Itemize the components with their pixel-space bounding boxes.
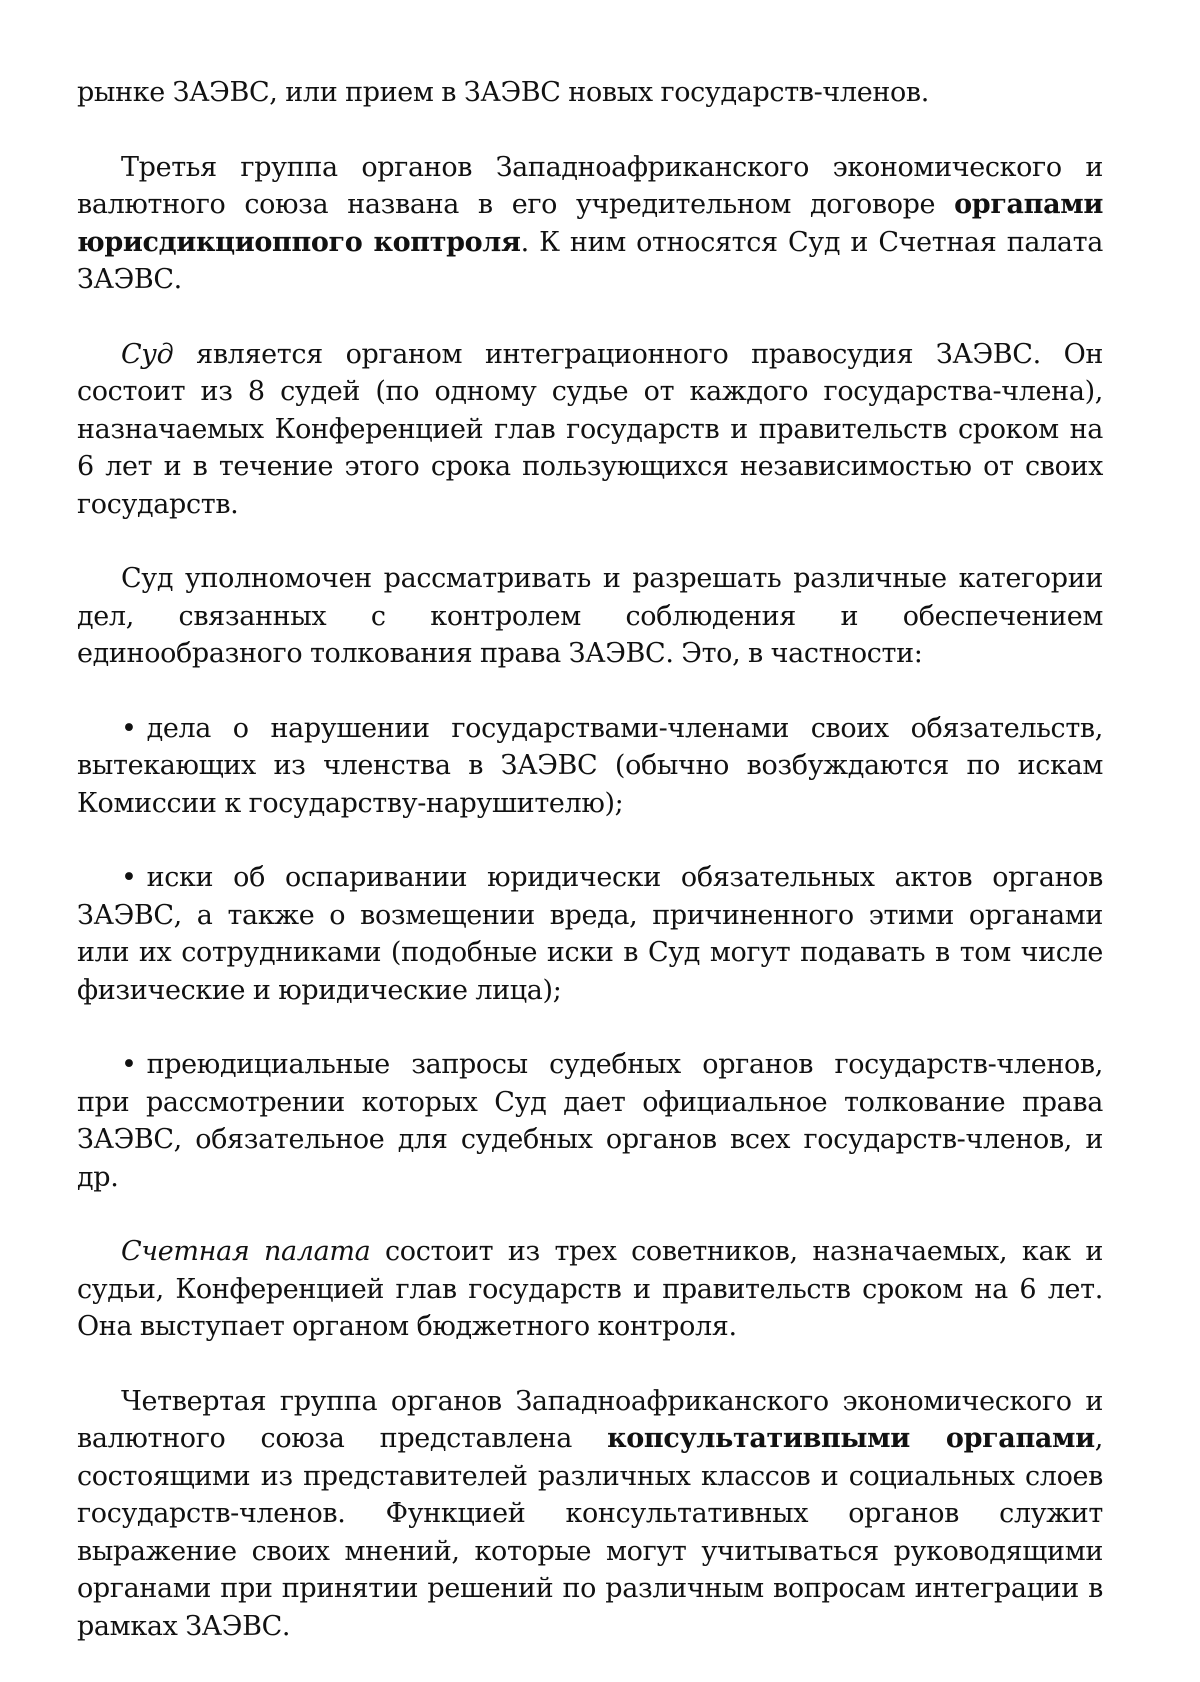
paragraph-text: Третья группа органов Западноафриканского экономического и валютного союза названа в его учредительном договоре	[77, 151, 1103, 220]
paragraph-consultative-bodies	[77, 1383, 1103, 1646]
paragraph-court-powers	[77, 560, 1103, 673]
paragraph-audit-chamber	[77, 1233, 1103, 1346]
bullet-mark: •	[121, 862, 137, 893]
bold-term: копсультативпыми оргапами	[607, 1423, 1095, 1454]
bullet-text: дела о нарушении государствами-членами своих обязательств, вытекающих из членства в ЗАЭВС (обычно возбуждаются по искам Комиссии к государству-нарушителю);	[77, 712, 1103, 819]
paragraph-text: Суд уполномочен рассматривать и разрешать различные категории дел, связанных с контролем соблюдения и обеспечением единообразного толкования права ЗАЭВС. Это, в частности:	[77, 563, 1103, 669]
paragraph-court	[77, 336, 1103, 524]
bullet-text: преюдициальные запросы судебных органов государств-членов, при рассмотрении которых Суд дает официальное толкование права ЗАЭВС, обязательное для судебных органов всех государств-членов, и др.	[77, 1049, 1103, 1193]
paragraph-text: , состоящими из представителей различных классов и социальных слоев государств-членов. Функцией консультативных органов служит выражение своих мнений, которые могут учитываться руководящими органами при принятии решений по различным вопросам интеграции в рамках ЗАЭВС.	[77, 1423, 1104, 1642]
paragraph-text: Четвертая группа органов Западноафриканского экономического и валютного союза представлена	[77, 1385, 1103, 1454]
bullet-mark: •	[121, 1049, 137, 1080]
paragraph-text: состоит из трех советников, назначаемых, как и судьи, Конференцией глав государств и правительств сроком на 6 лет. Она выступает органом бюджетного контроля.	[77, 1236, 1104, 1342]
paragraph-text: рынке ЗАЭВС, или прием в ЗАЭВС новых государств-членов.	[77, 77, 929, 108]
paragraph-jurisdictional-control	[77, 149, 1103, 299]
bullet-item	[77, 1046, 1103, 1196]
paragraph-text: . К ним относятся Суд и Счетная палата ЗАЭВС.	[77, 226, 1104, 295]
bold-term: оргапами юрисдикциоппого коптроля	[77, 189, 1103, 258]
bullet-item	[77, 859, 1103, 1009]
italic-term: Счетная палата	[121, 1236, 371, 1267]
bullet-item	[77, 710, 1103, 823]
paragraph-continuation	[77, 74, 1103, 112]
bullet-text: иски об оспаривании юридически обязательных актов органов ЗАЭВС, а также о возмещении вреда, причиненного этими органами или их сотрудниками (подобные иски в Суд могут подавать в том числе физические и юридические лица);	[77, 862, 1103, 1006]
document-page	[77, 74, 1103, 1682]
italic-term: Суд	[121, 338, 174, 370]
bullet-mark: •	[121, 712, 137, 744]
paragraph-text: является органом интеграционного правосудия ЗАЭВС. Он состоит из 8 судей (по одному судье от каждого государства-члена), назначаемых Конференцией глав государств и правительств сроком на 6 лет и в течение этого срока пользующихся независимостью от своих государств.	[77, 338, 1103, 520]
